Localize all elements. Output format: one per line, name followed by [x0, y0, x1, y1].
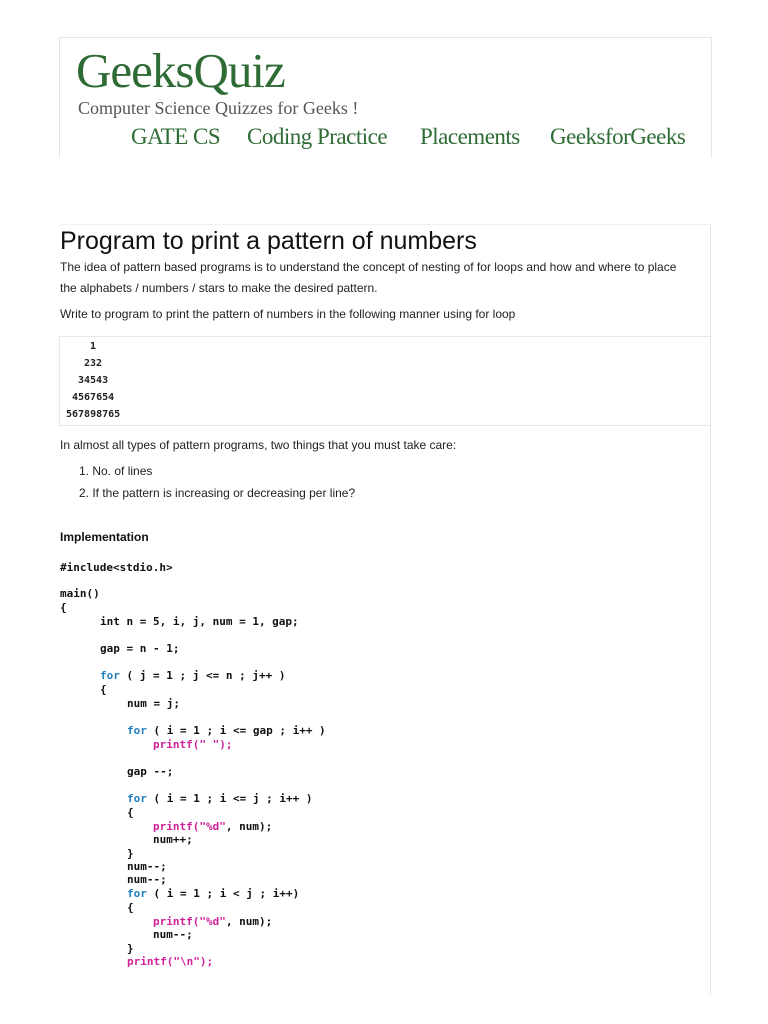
code-line: num++;	[153, 833, 193, 846]
code-line: {	[100, 683, 107, 696]
code-string: ("%d"	[192, 915, 226, 928]
code-line	[153, 915, 272, 928]
code-line	[153, 820, 272, 833]
code-line: {	[60, 601, 67, 614]
code-line: num--;	[127, 873, 167, 886]
code-line: }	[127, 942, 134, 955]
code-string: ("%d"	[192, 820, 226, 833]
code-line: {	[127, 901, 134, 914]
code-line: num = j;	[127, 697, 180, 710]
nav-geeksforgeeks[interactable]: GeeksforGeeks	[550, 124, 686, 149]
code-keyword: for	[127, 792, 147, 805]
code-text: ( i = 1 ; i <= gap ; i++ )	[146, 724, 326, 737]
code-function: printf	[153, 915, 193, 928]
code-line: gap = n - 1;	[100, 642, 180, 655]
code-line: main()	[60, 587, 100, 600]
site-logo[interactable]: GeeksQuiz	[76, 43, 285, 98]
code-function: printf	[127, 955, 167, 968]
code-string: ("\n");	[166, 955, 214, 968]
code-line: gap --;	[127, 765, 174, 778]
code-keyword: for	[100, 669, 120, 682]
article-title: Program to print a pattern of numbers	[60, 227, 477, 255]
code-text: ( i = 1 ; i <= j ; i++ )	[146, 792, 313, 805]
code-line	[127, 724, 326, 737]
nav-coding-practice[interactable]: Coding Practice	[247, 124, 388, 149]
output-line: 232	[84, 358, 103, 369]
article	[59, 224, 711, 995]
main-nav	[60, 124, 711, 154]
code-line	[153, 738, 233, 751]
output-line: 34543	[78, 375, 109, 386]
site-tagline: Computer Science Quizzes for Geeks !	[78, 98, 359, 118]
code-line	[127, 955, 213, 968]
code-text: ( i = 1 ; i < j ; i++)	[146, 887, 300, 900]
code-text: ( j = 1 ; j <= n ; j++ )	[119, 669, 286, 682]
output-line: 4567654	[72, 392, 115, 403]
code-text: , num);	[225, 915, 273, 928]
output-line: 1	[90, 341, 97, 352]
code-text: , num);	[225, 820, 273, 833]
implementation-heading: Implementation	[60, 530, 149, 544]
code-line: num--;	[127, 860, 167, 873]
nav-gate-cs[interactable]: GATE CS	[131, 124, 221, 149]
code-line: }	[127, 847, 134, 860]
code-line: num--;	[153, 928, 193, 941]
code-line: #include<stdio.h>	[60, 561, 173, 574]
code-text: (" ");	[192, 738, 233, 751]
code-line	[100, 669, 285, 682]
code-line	[127, 887, 299, 900]
code-line	[127, 792, 312, 805]
output-line: 567898765	[66, 409, 121, 420]
site-header	[59, 37, 712, 158]
code-keyword: for	[127, 887, 147, 900]
code-line: int n = 5, i, j, num = 1, gap;	[100, 615, 299, 628]
task-text: Write to program to print the pattern of numbers in the following manner using for loop	[60, 307, 516, 321]
output-box	[59, 336, 711, 426]
care-text: In almost all types of pattern programs, two things that you must take care:	[60, 438, 457, 452]
code-function: printf	[153, 820, 193, 833]
code-keyword: for	[127, 724, 147, 737]
intro-line-2: the alphabets / numbers / stars to make the desired pattern.	[60, 281, 378, 295]
intro-line-1: The idea of pattern based programs is to understand the concept of nesting of for loops and how and where to place	[60, 260, 677, 274]
list-item: 2. If the pattern is increasing or decreasing per line?	[79, 486, 356, 500]
list-item: 1. No. of lines	[79, 464, 153, 478]
code-function: printf	[153, 738, 193, 751]
nav-placements[interactable]: Placements	[420, 124, 520, 149]
code-line: {	[127, 806, 134, 819]
